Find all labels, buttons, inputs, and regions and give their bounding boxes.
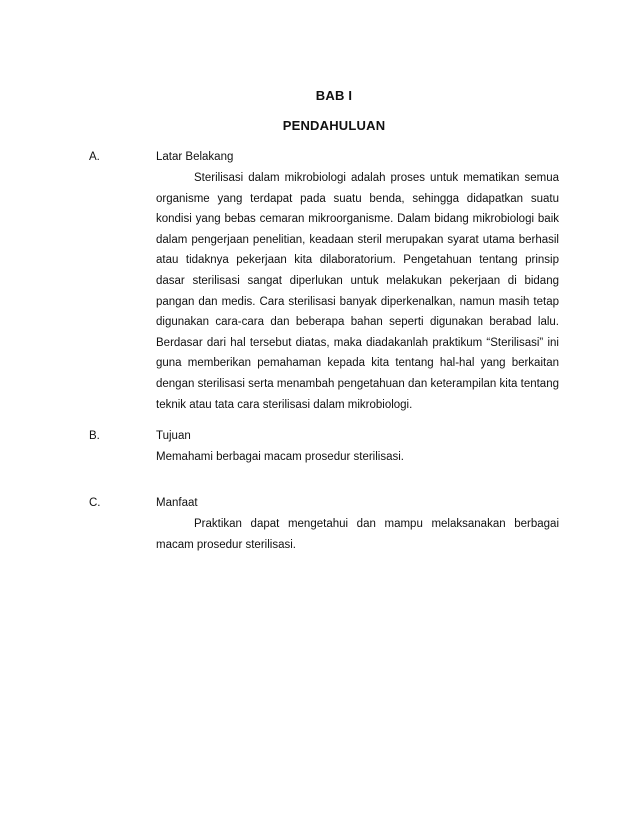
section-paragraph: Memahami berbagai macam prosedur sterilisasi. <box>156 451 404 463</box>
section-letter: C. <box>89 497 101 509</box>
page-title: PENDAHULUAN <box>282 118 386 133</box>
section-letter: B. <box>89 430 100 442</box>
section-latar-belakang <box>89 149 559 415</box>
chapter-heading: BAB I <box>315 88 353 103</box>
section-title: Latar Belakang <box>156 151 234 163</box>
section-tujuan <box>89 428 548 468</box>
section-title: Manfaat <box>156 497 198 509</box>
section-paragraph: Sterilisasi dalam mikrobiologi adalah proses untuk mematikan semua organisme yang terdapat pada suatu benda, sehingga didapatkan suatu kondisi yang bebas cemaran mikroorganisme. Dalam bidang mikrobiologi baik dalam pengerjaan penelitian, keadaan steril merupakan syarat utama berhasil atau tidaknya pekerjaan kita dilaboratorium. Pengetahuan tentang prinsip dasar sterilisasi sangat diperlukan untuk melakukan pekerjaan di bidang pangan dan medis. Cara sterilisasi banyak diperkenalkan, namun masih tetap digunakan cara-cara dan beberapa bahan seperti digunakan berabad lalu. Berdasar dari hal tersebut diatas, maka diadakanlah praktikum “Sterilisasi” ini guna memberikan pemahaman kepada kita tentang hal-hal yang berkaitan dengan sterilisasi serta menambah pengetahuan dan keterampilan kita tentang teknik atau tata cara sterilisasi dalam mikrobiologi. <box>156 172 559 411</box>
section-paragraph: Praktikan dapat mengetahui dan mampu melaksanakan berbagai macam prosedur sterilisasi. <box>156 518 559 551</box>
section-manfaat <box>89 495 559 555</box>
section-letter: A. <box>89 151 100 163</box>
section-title: Tujuan <box>156 430 191 442</box>
